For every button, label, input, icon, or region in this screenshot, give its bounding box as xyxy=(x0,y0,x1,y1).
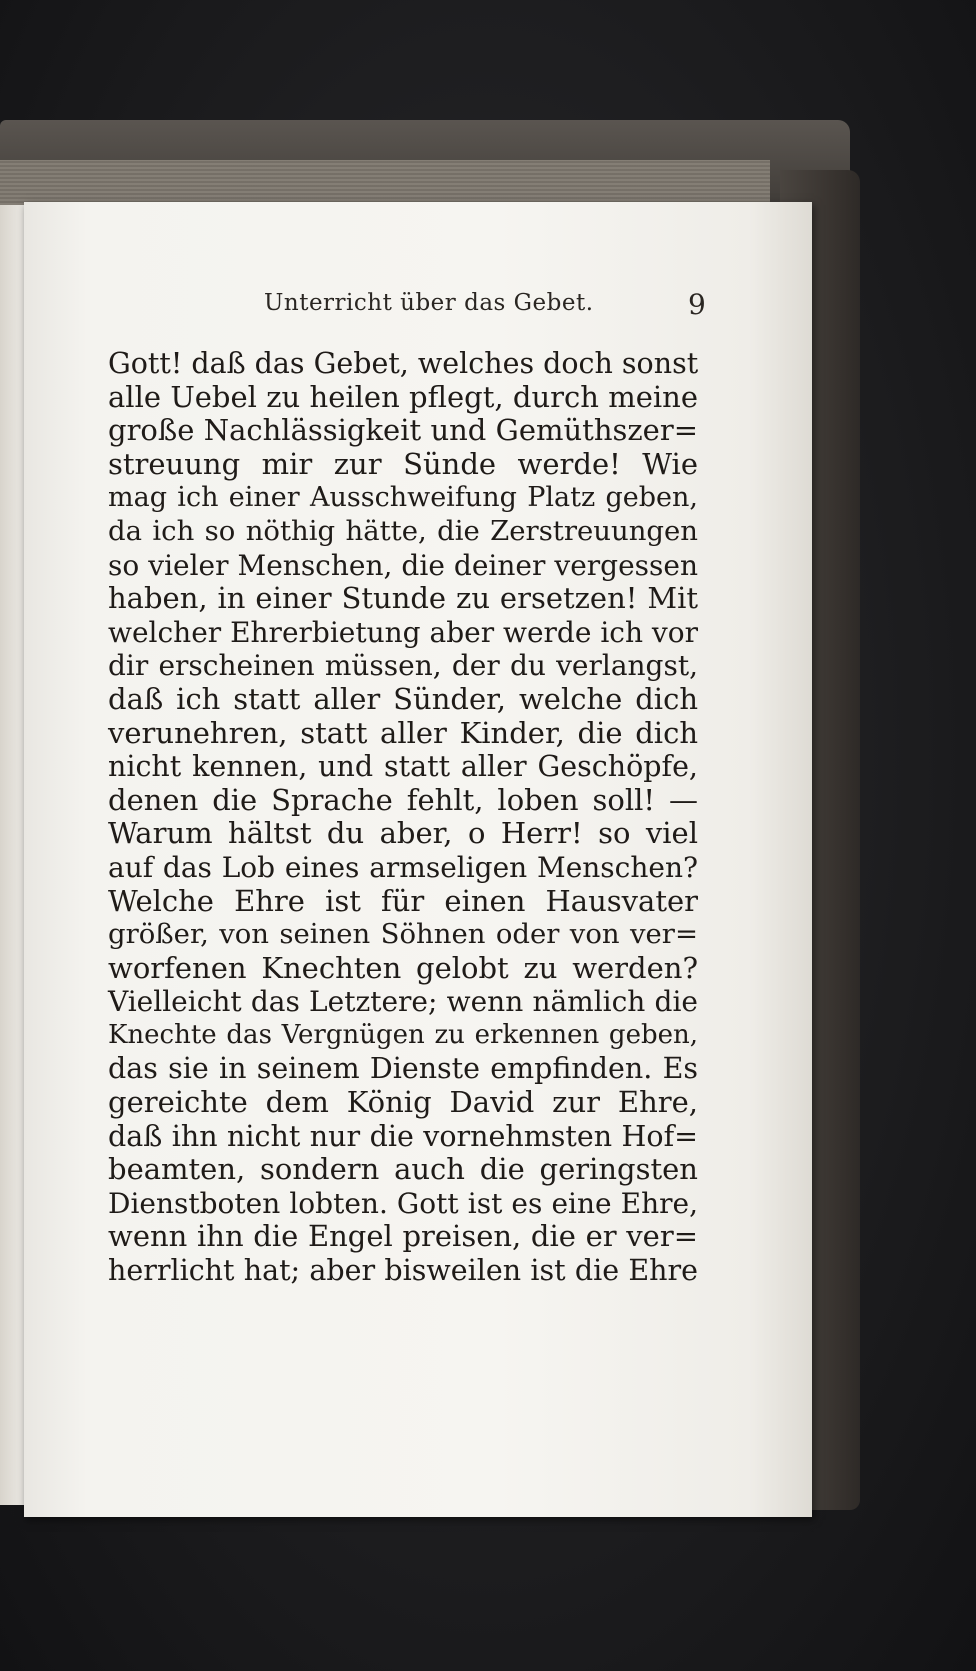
text-line: auf das Lob eines armseligen Menschen? xyxy=(108,850,698,884)
text-line: Vielleicht das Letztere; wenn nämlich die xyxy=(108,985,698,1019)
text-line: gereichte dem König David zur Ehre, xyxy=(108,1085,698,1120)
running-title: Unterricht über das Gebet. xyxy=(264,290,594,316)
text-line: welcher Ehrerbietung aber werde ich vor xyxy=(108,615,698,649)
text-line: daß ich statt aller Sünder, welche dich xyxy=(108,681,698,716)
text-line: streuung mir zur Sünde werde! Wie xyxy=(108,446,698,481)
text-line: Knechte das Vergnügen zu erkennen geben, xyxy=(108,1019,698,1050)
text-line: Welche Ehre ist für einen Hausvater xyxy=(108,883,698,918)
text-line: Dienstboten lobten. Gott ist es eine Ehre, xyxy=(108,1186,698,1220)
book xyxy=(0,120,860,1510)
text-line: herrlicht hat; aber bisweilen ist die Ehre xyxy=(108,1254,698,1288)
text-line: mag ich einer Ausschweifung Platz geben, xyxy=(108,482,698,514)
text-line: alle Uebel zu heilen pflegt, durch meine xyxy=(108,379,698,414)
text-line: größer, von seinen Söhnen oder von ver= xyxy=(108,918,698,951)
text-line: Gott! daß das Gebet, welches doch sonst xyxy=(108,347,699,380)
text-line: da ich so nöthig hätte, die Zerstreuungen xyxy=(108,514,698,547)
text-line: das sie in seinem Dienste empfinden. Es xyxy=(108,1052,698,1086)
text-line: haben, in einer Stunde zu ersetzen! Mit xyxy=(108,581,698,616)
text-line: große Nachlässigkeit und Gemüthszer= xyxy=(108,413,698,448)
text-line: worfenen Knechten gelobt zu werden? xyxy=(108,950,698,985)
text-line: denen die Sprache fehlt, loben soll! — xyxy=(108,782,698,817)
text-line: nicht kennen, und statt aller Geschöpfe, xyxy=(108,750,698,784)
text-line: beamten, sondern auch die geringsten xyxy=(108,1152,698,1187)
text-line: daß ihn nicht nur die vornehmsten Hof= xyxy=(108,1119,698,1153)
text-line: wenn ihn die Engel preisen, die er ver= xyxy=(108,1219,698,1254)
body-text xyxy=(108,347,698,1288)
book-page xyxy=(24,202,812,1517)
text-line: dir erscheinen müssen, der du verlangst, xyxy=(108,649,698,683)
page-number: 9 xyxy=(688,288,706,321)
text-line: Warum hältst du aber, o Herr! so viel xyxy=(108,816,698,851)
text-line: so vieler Menschen, die deiner vergessen xyxy=(108,548,698,582)
text-line: verunehren, statt aller Kinder, die dich xyxy=(108,715,698,750)
